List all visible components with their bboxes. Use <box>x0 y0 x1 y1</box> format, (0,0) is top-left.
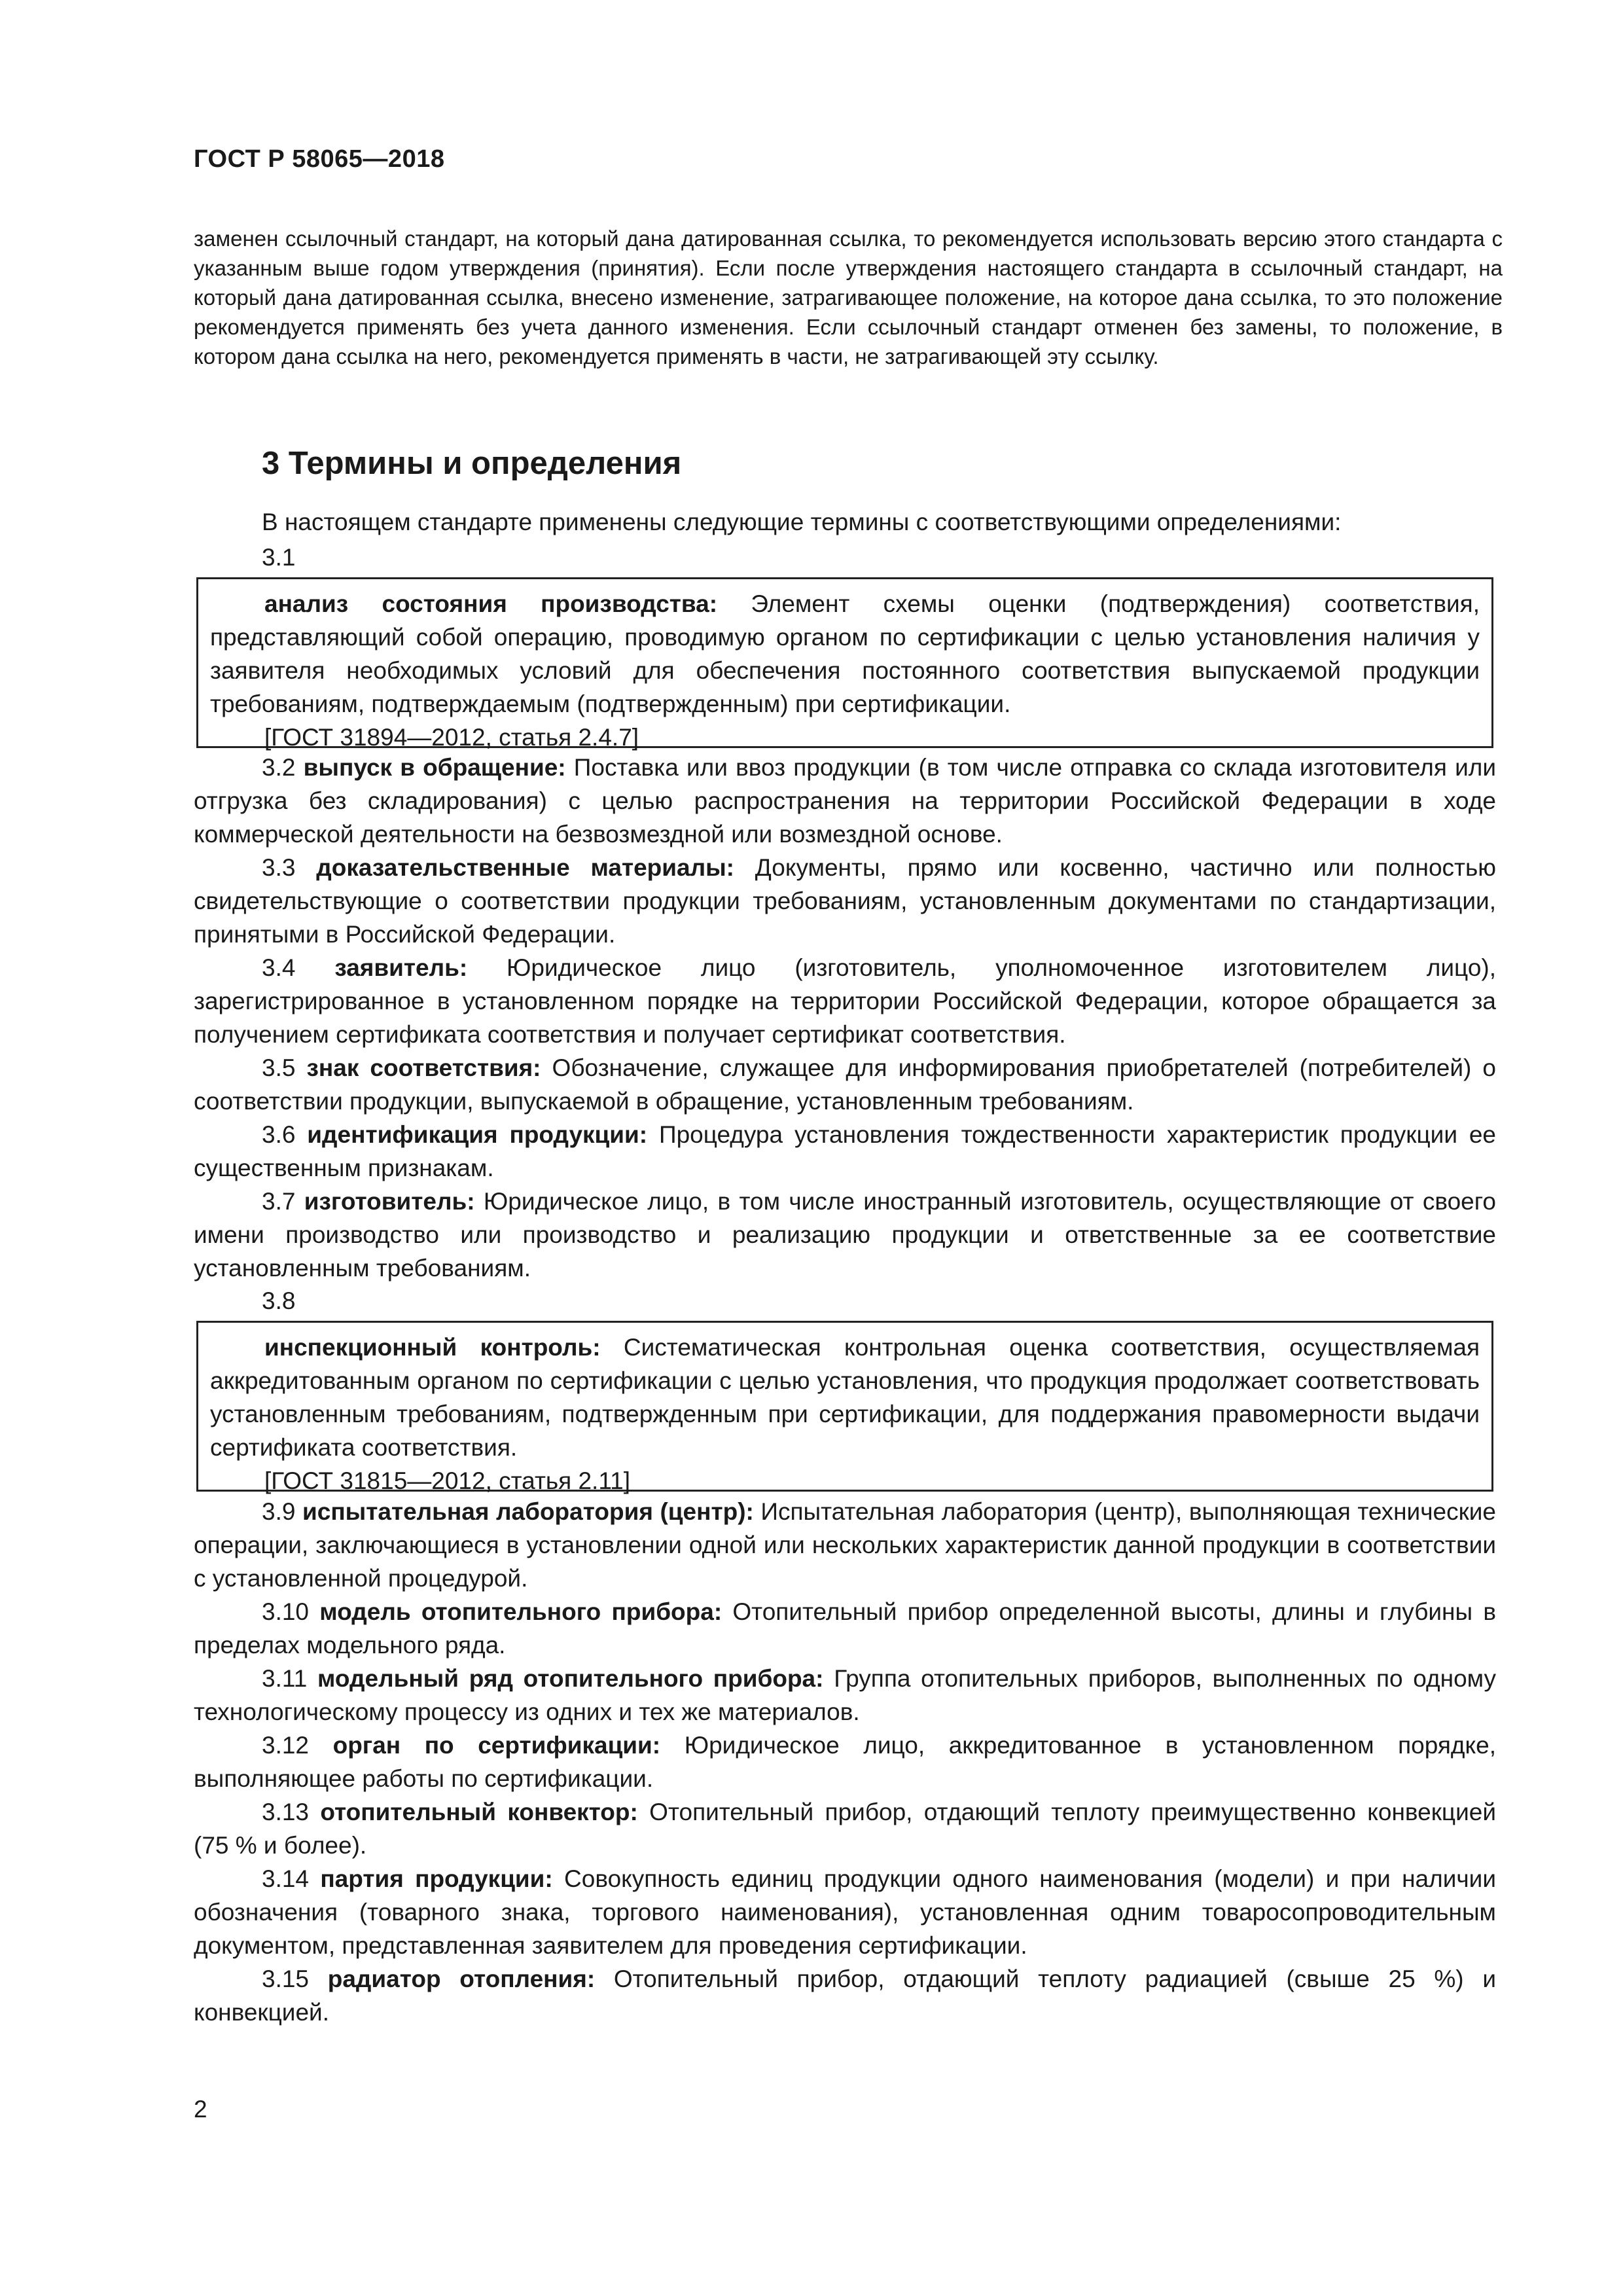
term-number: 3.7 <box>262 1188 296 1215</box>
term-text: Группа отопительных приборов, выполненных по одному технологическому процессу из одних и тех же материалов. <box>194 1665 1497 1725</box>
term-definition <box>194 1595 1496 1662</box>
term-number: 3.13 <box>262 1799 310 1825</box>
term-text: Отопительный прибор определенной высоты, длины и глубины в пределах модельного ряда. <box>194 1598 1496 1659</box>
term-label: доказательственные материалы: <box>316 854 735 881</box>
term-number: 3.11 <box>262 1665 308 1692</box>
term-definition <box>194 751 1496 851</box>
term-source: [ГОСТ 31894—2012, статья 2.4.7] <box>264 724 639 751</box>
term-label: модельный ряд отопительного прибора: <box>317 1665 824 1692</box>
term-label: отопительный конвектор: <box>320 1799 638 1825</box>
term-definition <box>194 1118 1496 1185</box>
term-label: знак соответствия: <box>306 1054 541 1081</box>
section-title: 3 Термины и определения <box>262 446 682 481</box>
term-number: 3.12 <box>262 1732 310 1759</box>
term-text: Отопительный прибор, отдающий теплоту радиацией (свыше 25 %) и конвекцией. <box>194 1965 1497 2026</box>
term-definition <box>194 951 1496 1051</box>
term-definition <box>194 1729 1496 1795</box>
term-number: 3.2 <box>262 754 296 781</box>
term-definition <box>194 1185 1496 1285</box>
term-number: 3.15 <box>262 1965 310 1992</box>
term-number: 3.3 <box>262 854 296 881</box>
term-number: 3.5 <box>262 1054 296 1081</box>
term-label: испытательная лаборатория (центр): <box>302 1498 754 1525</box>
term-label: заявитель: <box>334 954 468 981</box>
term-definition <box>194 1862 1496 1962</box>
term-label: радиатор отопления: <box>327 1965 596 1992</box>
term-label: инспекционный контроль: <box>264 1334 601 1361</box>
term-number: 3.10 <box>262 1598 310 1625</box>
term-definition <box>210 1331 1480 1464</box>
term-text: Юридическое лицо, аккредитованное в установленном порядке, выполняющее работы по сертификации. <box>194 1732 1496 1792</box>
page-number: 2 <box>194 2096 207 2123</box>
term-definition <box>210 587 1480 721</box>
term-number: 3.4 <box>262 954 296 981</box>
term-definition <box>194 851 1496 951</box>
term-text: Совокупность единиц продукции одного наименования (модели) и при наличии обозначения (товарного знака, торгового наименования), установленная одним товаросопроводительным документом, представленная заявителем для проведения сертификации. <box>194 1865 1496 1959</box>
term-definition <box>194 1662 1496 1729</box>
term-text: Юридическое лицо, в том числе иностранный изготовитель, осуществляющие от своего имени производство или производство и реализацию продукции и ответственные за ее соответствие установленным требованиям. <box>194 1188 1497 1282</box>
term-text: Элемент схемы оценки (подтверждения) соответствия, представляющий собой операцию, проводимую органом по сертификации с целью установления наличия у заявителя необходимых условий для обеспечения постоянного соответствия выпускаемой продукции требованиям, подтверждаемым (подтвержденным) при сертификации. <box>210 590 1480 717</box>
term-text: Отопительный прибор, отдающий теплоту преимущественно конвекцией (75 % и более). <box>194 1799 1497 1859</box>
term-box <box>196 1321 1493 1492</box>
term-definition <box>194 1495 1496 1595</box>
document-id: ГОСТ Р 58065—2018 <box>194 145 445 173</box>
term-number: 3.9 <box>262 1498 296 1525</box>
term-text: Поставка или ввоз продукции (в том числе отправка со склада изготовителя или отгрузка без складирования) с целью распространения на территории Российской Федерации в ходе коммерческой деятельности на безвозмездной или возмездной основе. <box>194 754 1497 848</box>
term-definition <box>194 1795 1496 1862</box>
term-label: партия продукции: <box>320 1865 553 1892</box>
term-definition <box>194 1962 1496 2029</box>
term-number: 3.8 <box>262 1287 296 1314</box>
term-number: 3.1 <box>262 544 296 571</box>
intro-paragraph: заменен ссылочный стандарт, на который дана датированная ссылка, то рекомендуется использовать версию этого стандарта с указанным выше годом утверждения (принятия). Если после утверждения настоящего стандарта в ссылочный стандарт, на который дана датированная ссылка, внесено изменение, затрагивающее положение, на которое дана ссылка, то это положение рекомендуется применять без учета данного изменения. Если ссылочный стандарт отменен без замены, то положение, в котором дана ссылка на него, рекомендуется применять в части, не затрагивающей эту ссылку. <box>194 226 1503 368</box>
term-label: выпуск в обращение: <box>303 754 566 781</box>
term-text: Процедура установления тождественности характеристик продукции ее существенным признакам. <box>194 1121 1496 1181</box>
term-text: Испытательная лаборатория (центр), выполняющая технические операции, заключающиеся в установлении одной или нескольких характеристик данной продукции в соответствии с установленной процедурой. <box>194 1498 1497 1592</box>
term-label: изготовитель: <box>304 1188 475 1215</box>
term-source: [ГОСТ 31815—2012, статья 2.11] <box>264 1467 631 1494</box>
section-lead: В настоящем стандарте применены следующие термины с соответствующими определениями: <box>262 509 1342 535</box>
term-number: 3.14 <box>262 1865 310 1892</box>
term-definition <box>194 1051 1496 1118</box>
term-label: модель отопительного прибора: <box>319 1598 722 1625</box>
term-text: Документы, прямо или косвенно, частично или полностью свидетельствующие о соответствии продукции требованиям, установленным документами по стандартизации, принятыми в Российской Федерации. <box>194 854 1497 948</box>
term-number: 3.6 <box>262 1121 296 1148</box>
term-box <box>196 577 1493 751</box>
term-text: Систематическая контрольная оценка соответствия, осуществляемая аккредитованным органом по сертификации с целью установления, что продукция продолжает соответствовать установленным требованиям, подтвержденным при сертификации, для поддержания правомерности выдачи сертификата соответствия. <box>210 1334 1480 1461</box>
term-text: Обозначение, служащее для информирования приобретателей (потребителей) о соответствии продукции, выпускаемой в обращение, установленным требованиям. <box>194 1054 1496 1115</box>
term-label: идентификация продукции: <box>307 1121 648 1148</box>
term-text: Юридическое лицо (изготовитель, уполномоченное изготовителем лицо), зарегистрированное в установленном порядке на территории Российской Федерации, которое обращается за получением сертификата соответствия и получает сертификат соответствия. <box>194 954 1496 1048</box>
term-label: анализ состояния производства: <box>264 590 718 617</box>
term-label: орган по сертификации: <box>332 1732 661 1759</box>
